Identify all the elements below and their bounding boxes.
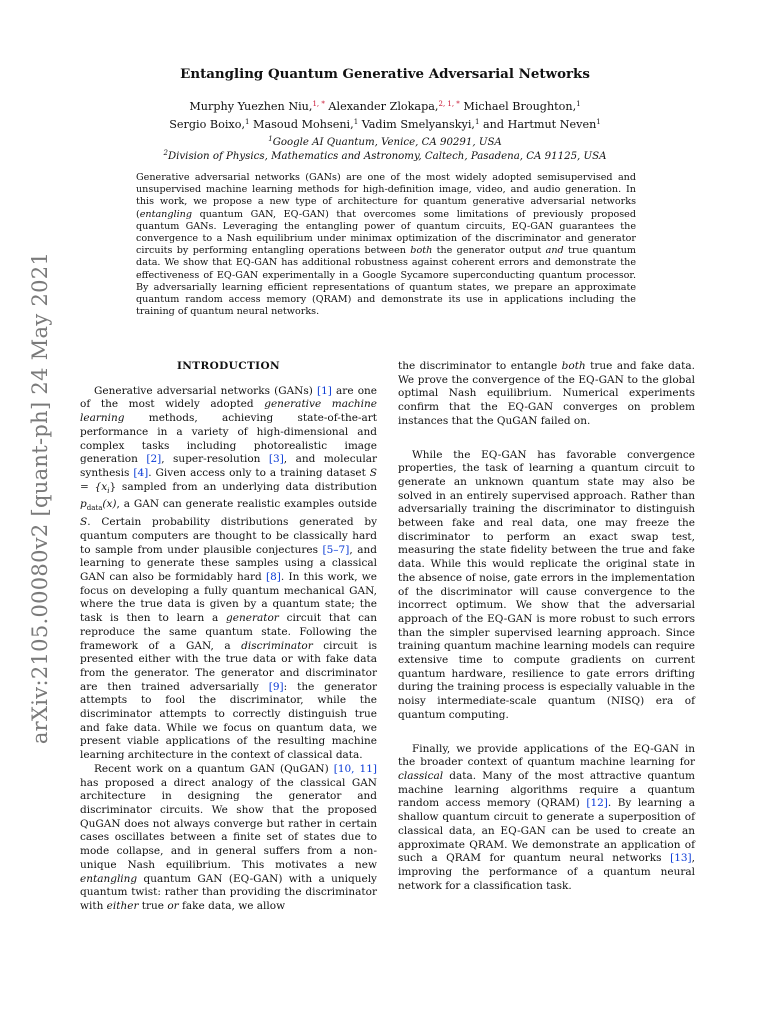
affiliations	[120, 136, 650, 164]
paragraph: Finally, we provide applications of the EQ-GAN in the broader context of quantum machine learning for classical data. Many of the most attractive quantum machine learning algorithms require a quantum random access memory (QRAM) [12]. By learning a shallow quantum circuit to generate a superposition of classical data, an EQ-GAN can be used to create an approximate QRAM. We demonstrate an application of such a QRAM for quantum neural networks [13], improving the performance of a quantum neural network for a classification task.	[398, 742, 695, 892]
author-name: Sergio Boixo,	[169, 118, 246, 131]
arxiv-identifier: arXiv:2105.00080v2 [quant-ph] 24 May 2021	[28, 251, 53, 745]
abstract: Generative adversarial networks (GANs) are one of the most widely adopted semisupervised and unsupervised machine learning methods for high-definition image, video, and audio generation. In this work, we propose a new type of architecture for quantum generative adversarial networks (entangling quantum GAN, EQ-GAN) that overcomes some limitations of previously proposed quantum GANs. Leveraging the entangling power of quantum circuits, EQ-GAN guarantees the convergence to a Nash equilibrium under minimax optimization of the discriminator and generator circuits by performing entangling operations between both the generator output and true quantum data. We show that EQ-GAN has additional robustness against coherent errors and demonstrate the effectiveness of EQ-GAN experimentally in a Google Sycamore superconducting quantum processor. By adversarially learning efficient representations of quantum states, we prepare an approximate quantum random access memory (QRAM) and demonstrate its use in applications including the training of quantum neural networks.	[136, 172, 637, 318]
affil-marker: 1	[474, 118, 480, 126]
affil-marker: 2, 1, *	[438, 100, 460, 108]
paragraph: While the EQ-GAN has favorable convergence properties, the task of learning a quantum circuit to generate an unknown quantum state may also be solved in an entirely supervised approach. Rather than adversarially training the discriminator to distinguish between fake and real data, one may freeze the discriminator to perform an exact swap test, measuring the state fidelity between the true and fake data. While this would replicate the original state in the absence of noise, gate errors in the implementation of the discriminator will cause convergence to the incorrect optimum. We show that the adversarial approach of the EQ-GAN is more robust to such errors than the simpler supervised learning approach. Since training quantum machine learning models can require extensive time to compute gradients on current quantum hardware, resilience to gate errors drifting during the training process is especially valuable in the noisy intermediate-scale quantum (NISQ) era of quantum computing.	[398, 448, 695, 721]
citation-link[interactable]: [2]	[146, 453, 162, 466]
author-name: Alexander Zlokapa,	[324, 100, 439, 113]
citation-link[interactable]: [8]	[266, 571, 281, 584]
right-column	[398, 360, 695, 893]
paragraph: the discriminator to entangle both true and fake data. We prove the convergence of the EQ-GAN to the global optimal Nash equilibrium. Numerical experiments confirm that the EQ-GAN converges on problem instances that the QuGAN failed on.	[398, 360, 695, 427]
affiliation-2: $^2$Division of Physics, Mathematics and Astronomy, Caltech, Pasadena, CA 91125, USA	[163, 149, 607, 162]
citation-link[interactable]: [13]	[670, 852, 692, 865]
author-name: Masoud Mohseni,	[249, 118, 354, 131]
paragraph: Generative adversarial networks (GANs) [1] are one of the most widely adopted generative machine learning methods, achieving state-of-the-art performance in a variety of high-dimensional and complex tasks including photorealistic image generation [2], super-resolution [3], and molecular synthesis [4]. Given access only to a training dataset $S = \{x_i\}$ sampled from an underlying data distribution $p_{data}(x)$, a GAN can generate realistic examples outside S. Certain probability distributions generated by quantum computers are thought to be classically hard to sample from under plausible conjectures [5–7], and learning to generate these samples using a classical GAN can also be formidably hard [8]. In this work, we focus on developing a fully quantum mechanical GAN, where the true data is given by a quantum state; the task is then to learn a generator circuit that can reproduce the same quantum state. Following the framework of a GAN, a discriminator circuit is presented either with the true data or with fake data from the generator. The generator and discriminator are then trained adversarially [9]: the generator attempts to fool the discriminator, while the discriminator attempts to correctly distinguish true and fake data. While we focus on quantum data, we present viable applications of the resulting machine learning architecture in the context of classical data.	[80, 384, 377, 762]
affil-marker: 1	[353, 118, 359, 126]
author-name: Michael Broughton,	[459, 100, 577, 113]
author-name: Vadim Smelyanskyi,	[358, 118, 475, 131]
left-column	[80, 360, 377, 914]
citation-link[interactable]: [10, 11]	[333, 762, 377, 775]
affil-marker: 1, *	[312, 100, 325, 108]
affil-marker: 1	[576, 100, 581, 108]
paper-title: Entangling Quantum Generative Adversarial Networks	[180, 66, 590, 82]
citation-link[interactable]: [1]	[317, 384, 332, 397]
author-name: and Hartmut Neven	[479, 118, 597, 131]
author-list	[120, 98, 650, 134]
citation-link[interactable]: [4]	[133, 466, 149, 479]
affil-marker: 1	[596, 118, 601, 126]
author-line-2	[120, 116, 650, 134]
affiliation-1: $^1$Google AI Quantum, Venice, CA 90291, USA	[268, 135, 502, 148]
affil-marker: 1	[245, 118, 250, 126]
citation-link[interactable]: [12]	[586, 797, 608, 810]
arxiv-side-stamp	[20, 251, 60, 745]
section-heading: INTRODUCTION	[176, 360, 281, 372]
author-line-1	[120, 98, 650, 116]
citation-link[interactable]: [9]	[268, 680, 284, 693]
citation-link[interactable]: [3]	[268, 453, 284, 466]
author-name: Murphy Yuezhen Niu,	[189, 100, 313, 113]
paragraph: Recent work on a quantum GAN (QuGAN) [10, 11] has proposed a direct analogy of the classical GAN architecture in designing the generator and discriminator circuits. We show that the proposed QuGAN does not always converge but rather in certain cases oscillates between a finite set of states due to mode collapse, and in general suffers from a non-unique Nash equilibrium. This motivates a new entangling quantum GAN (EQ-GAN) with a uniquely quantum twist: rather than providing the discriminator with either true or fake data, we allow	[80, 762, 377, 912]
citation-link[interactable]: [5–7]	[322, 543, 350, 556]
